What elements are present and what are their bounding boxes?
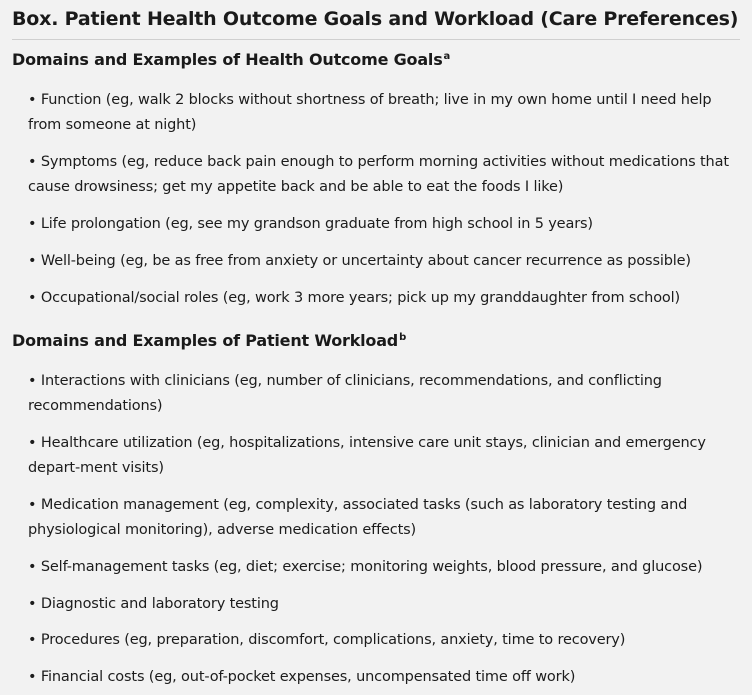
section-heading-patient-workload: Domains and Examples of Patient Workload$^b$ [12, 331, 407, 350]
list-item: • Self-management tasks (eg, diet; exercise; monitoring weights, blood pressure, and glucose) [28, 559, 703, 575]
footnote-marker: b [399, 332, 407, 343]
list-item: • Diagnostic and laboratory testing [28, 596, 279, 612]
list-item: • Function (eg, walk 2 blocks without shortness of breath; live in my own home until I need help from someone at night) [28, 92, 712, 133]
footnote-marker: a [443, 51, 451, 62]
list-item: • Medication management (eg, complexity, associated tasks (such as laboratory testing and physiological monitoring), adverse medication effects) [28, 497, 688, 538]
list-item: • Procedures (eg, preparation, discomfort, complications, anxiety, time to recovery) [28, 632, 626, 648]
list-item: • Well-being (eg, be as free from anxiety or uncertainty about cancer recurrence as possible) [28, 253, 691, 269]
list-item: • Occupational/social roles (eg, work 3 more years; pick up my granddaughter from school) [28, 290, 681, 306]
title-divider [12, 39, 740, 40]
box-title: Box. Patient Health Outcome Goals and Workload (Care Preferences) [12, 8, 739, 30]
list-item: • Life prolongation (eg, see my grandson graduate from high school in 5 years) [28, 216, 593, 232]
list-item: • Financial costs (eg, out-of-pocket expenses, uncompensated time off work) [28, 669, 576, 685]
list-item: • Healthcare utilization (eg, hospitalizations, intensive care unit stays, clinician and emergency depart-ment visits) [28, 435, 706, 476]
list-item: • Interactions with clinicians (eg, number of clinicians, recommendations, and conflicting recommendations) [28, 373, 662, 414]
section-heading-outcome-goals: Domains and Examples of Health Outcome Goals$^a$ [12, 50, 451, 69]
list-item: • Symptoms (eg, reduce back pain enough to perform morning activities without medications that cause drowsiness; get my appetite back and be able to eat the foods I like) [28, 154, 729, 195]
